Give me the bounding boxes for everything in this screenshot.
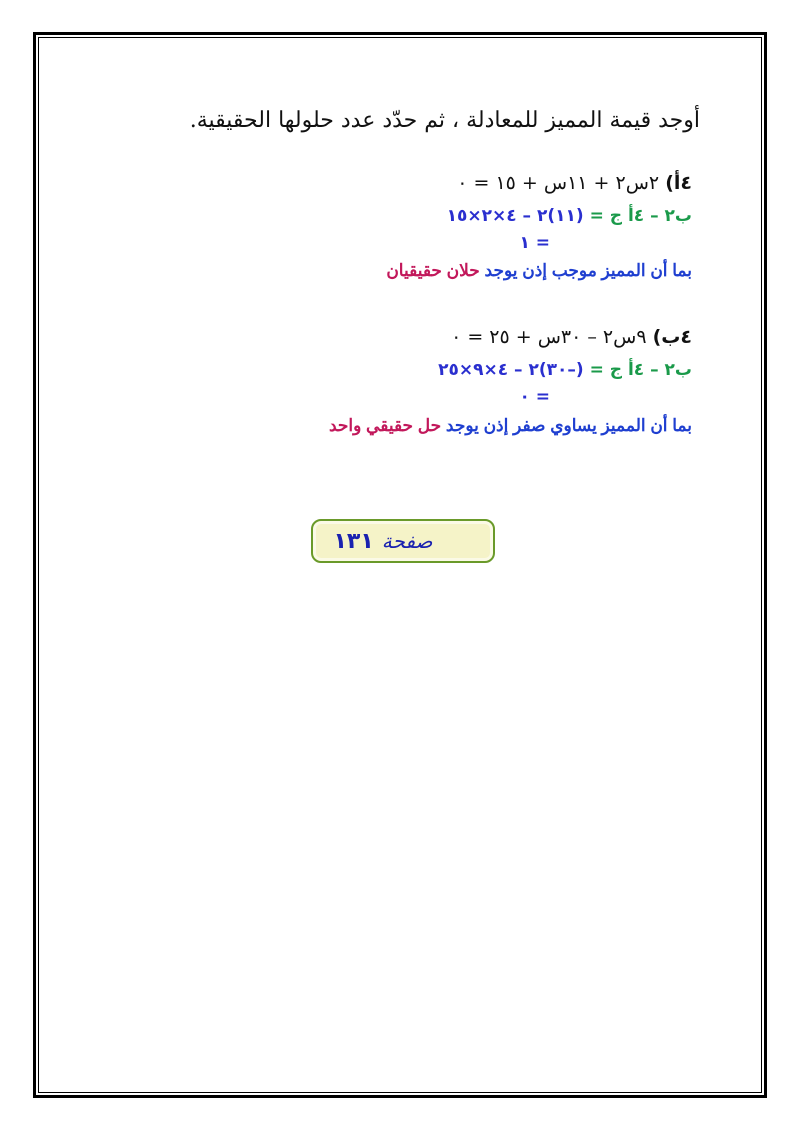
problem-b-discriminant [438, 360, 692, 380]
problem-a-conclusion [386, 261, 692, 281]
problem-a-conclusion-prefix: بما أن المميز موجب إذن يوجد [484, 261, 692, 280]
problem-a-label: ٤أ) [665, 172, 692, 194]
problem-b-discriminant-right: (–٣٠)٢ – ٤×٩×٢٥ [438, 360, 584, 380]
problem-b-discriminant-left: ب٢ – ٤أ ج = [583, 360, 692, 380]
problem-a-discriminant [447, 206, 692, 226]
instruction-text: أوجد قيمة المميز للمعادلة ، ثم حدّد عدد حلولها الحقيقية. [189, 108, 700, 133]
page-word: صفحة [381, 529, 433, 553]
problem-b-result: = ٠ [519, 387, 550, 407]
problem-b-equation [451, 326, 692, 348]
problem-b-conclusion-prefix: بما أن المميز يساوي صفر إذن يوجد [445, 416, 692, 435]
problem-b-label: ٤ب) [652, 326, 692, 348]
problem-a-result: = ١ [519, 233, 550, 253]
page-number: ١٣١ [333, 528, 374, 554]
problem-a-equation [457, 172, 692, 194]
page-border-inner [38, 37, 762, 1093]
page-number-badge [311, 519, 495, 563]
problem-a-discriminant-left: ب٢ – ٤أ ج = [583, 206, 692, 226]
problem-a-discriminant-right: (١١)٢ – ٤×٢×١٥ [446, 206, 584, 226]
problem-a-equation-text: ٢س٢ + ١١س + ١٥ = ٠ [457, 172, 660, 194]
problem-a-conclusion-answer: حلان حقيقيان [386, 261, 480, 280]
problem-b-conclusion-answer: حل حقيقي واحد [328, 416, 442, 435]
problem-b-equation-text: ٩س٢ – ٣٠س + ٢٥ = ٠ [451, 326, 647, 348]
problem-b-conclusion [329, 416, 692, 436]
